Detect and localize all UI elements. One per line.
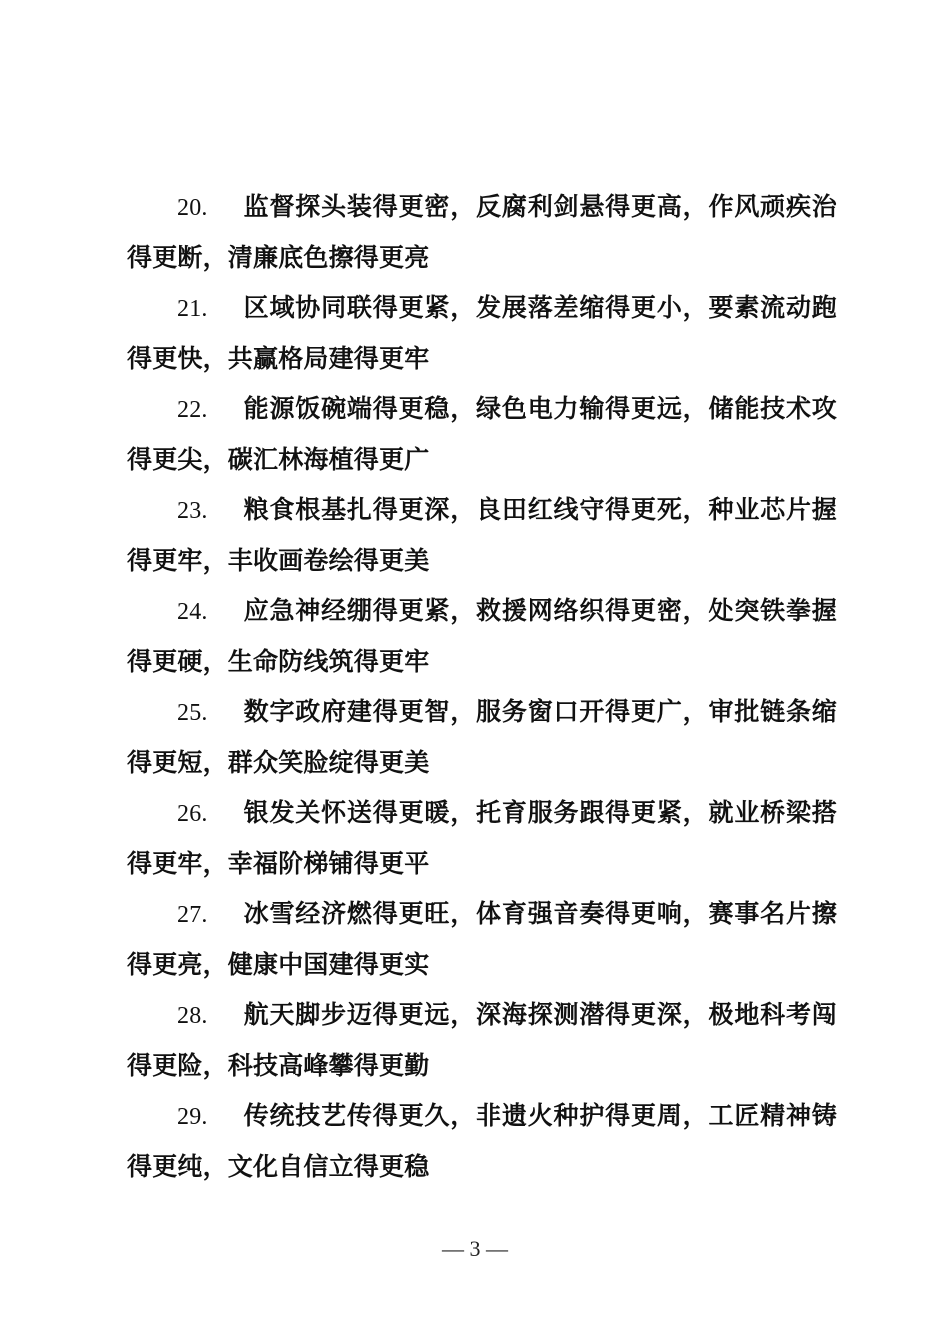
item-number: 20. xyxy=(177,195,208,221)
list-item xyxy=(127,485,837,586)
list-item xyxy=(127,283,837,384)
list-item xyxy=(127,586,837,687)
list-item xyxy=(127,384,837,485)
item-text: 传统技艺传得更久，非遗火种护得更周，工匠精神铸得更纯，文化自信立得更稳 xyxy=(127,1101,837,1181)
item-text: 粮食根基扎得更深，良田红线守得更死，种业芯片握得更牢，丰收画卷绘得更美 xyxy=(127,495,837,575)
item-text: 冰雪经济燃得更旺，体育强音奏得更响，赛事名片擦得更亮，健康中国建得更实 xyxy=(127,899,837,979)
item-text: 航天脚步迈得更远，深海探测潜得更深，极地科考闯得更险，科技高峰攀得更勤 xyxy=(127,1000,837,1080)
item-number: 22. xyxy=(177,397,208,423)
item-number: 23. xyxy=(177,498,208,524)
list-item xyxy=(127,889,837,990)
item-text: 数字政府建得更智，服务窗口开得更广，审批链条缩得更短，群众笑脸绽得更美 xyxy=(127,697,837,777)
item-number: 21. xyxy=(177,296,208,322)
item-text: 银发关怀送得更暖，托育服务跟得更紧，就业桥梁搭得更牢，幸福阶梯铺得更平 xyxy=(127,798,837,878)
item-number: 24. xyxy=(177,599,208,625)
list-item xyxy=(127,687,837,788)
item-number: 25. xyxy=(177,700,208,726)
item-number: 27. xyxy=(177,902,208,928)
page-number: — 3 — xyxy=(442,1236,508,1261)
list-item xyxy=(127,990,837,1091)
item-text: 应急神经绷得更紧，救援网络织得更密，处突铁拳握得更硬，生命防线筑得更牢 xyxy=(127,596,837,676)
list-item xyxy=(127,182,837,283)
item-text: 能源饭碗端得更稳，绿色电力输得更远，储能技术攻得更尖，碳汇林海植得更广 xyxy=(127,394,837,474)
list-item xyxy=(127,1091,837,1192)
item-number: 26. xyxy=(177,801,208,827)
item-list xyxy=(127,182,837,1192)
item-number: 29. xyxy=(177,1104,208,1130)
item-number: 28. xyxy=(177,1003,208,1029)
item-text: 区域协同联得更紧，发展落差缩得更小，要素流动跑得更快，共赢格局建得更牢 xyxy=(127,293,837,373)
item-text: 监督探头装得更密，反腐利剑悬得更高，作风顽疾治得更断，清廉底色擦得更亮 xyxy=(127,192,837,272)
list-item xyxy=(127,788,837,889)
